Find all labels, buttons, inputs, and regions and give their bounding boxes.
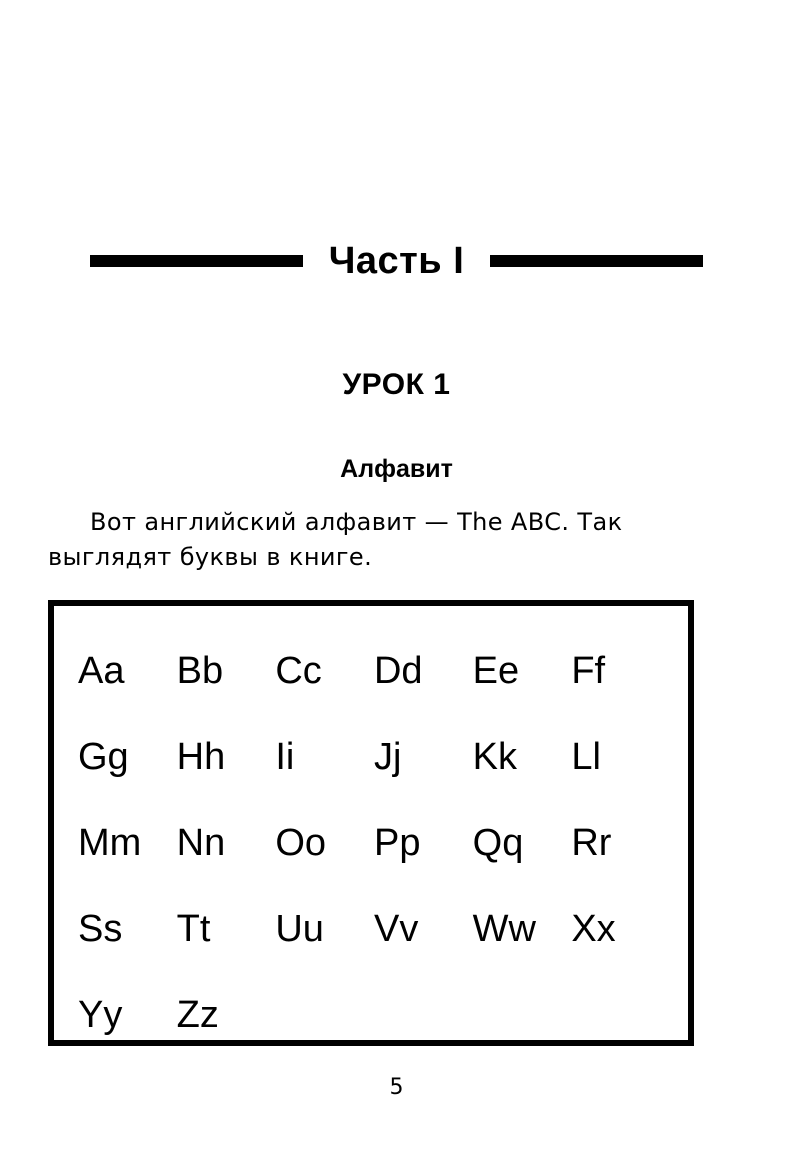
- letter-cell: Ii: [275, 736, 295, 778]
- part-rule-left: [90, 255, 303, 267]
- letter-cell: Xx: [571, 908, 616, 950]
- letter-cell: Uu: [275, 908, 324, 950]
- letter-cell: Ll: [571, 736, 601, 778]
- lesson-title: УРОК 1: [342, 368, 451, 401]
- letter-cell: Ww: [472, 908, 536, 950]
- part-heading: [0, 242, 793, 280]
- letter-cell: Cc: [275, 650, 322, 692]
- section-title: Алфавит: [340, 455, 453, 483]
- letter-cell: Pp: [373, 822, 421, 864]
- letter-cell: Aa: [78, 650, 125, 692]
- paragraph-line-2: Так выглядят буквы в книге.: [48, 508, 623, 571]
- letter-cell: Jj: [373, 736, 402, 778]
- letter-cell: Nn: [176, 822, 226, 864]
- body-paragraph: [48, 505, 748, 575]
- letter-cell: Ff: [571, 650, 606, 692]
- letter-cell: Bb: [176, 650, 224, 692]
- part-title: Часть I: [328, 240, 465, 282]
- letter-cell: Tt: [176, 908, 211, 950]
- letter-cell: Qq: [472, 822, 524, 864]
- alphabet-grid: [78, 628, 670, 1058]
- letter-cell: Mm: [78, 822, 142, 864]
- letter-cell: Oo: [275, 822, 327, 864]
- alphabet-box: [48, 600, 694, 1046]
- letter-cell: Hh: [176, 736, 226, 778]
- letter-cell: Ss: [78, 908, 123, 950]
- page-number: 5: [389, 1075, 404, 1100]
- letter-cell: Zz: [176, 994, 219, 1036]
- letter-cell: Rr: [571, 822, 612, 864]
- letter-cell: Yy: [78, 994, 123, 1036]
- paragraph-line-1: Вот английский алфавит — The ABC.: [90, 508, 570, 536]
- letter-cell: Vv: [373, 908, 419, 950]
- letter-cell: Gg: [78, 736, 129, 778]
- letter-cell: Kk: [472, 736, 518, 778]
- letter-cell: Dd: [373, 650, 423, 692]
- part-rule-right: [490, 255, 703, 267]
- letter-cell: Ee: [472, 650, 520, 692]
